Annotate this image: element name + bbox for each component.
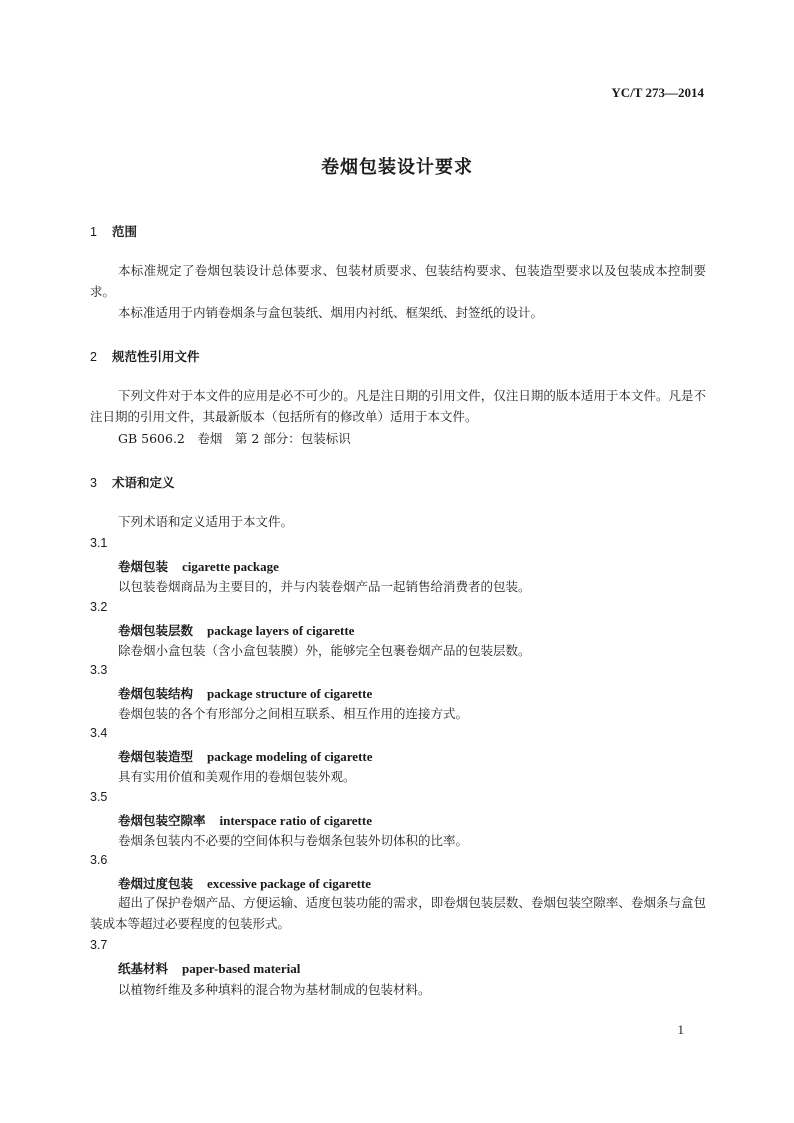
term-chinese: 卷烟包装造型 — [118, 749, 194, 764]
term-english: package layers of cigarette — [207, 623, 355, 638]
standard-code: YC/T 273—2014 — [611, 85, 704, 100]
term-number: 3.7 — [90, 938, 108, 952]
term-heading — [118, 747, 373, 765]
section-2-paragraph-1: 下列文件对于本文件的应用是必不可少的。凡是注日期的引用文件，仅注日期的版本适用于本文件。凡是不注日期的引用文件，其最新版本（包括所有的修改单）适用于本文件。 — [90, 388, 706, 424]
term-definition: 以植物纤维及多种填料的混合物为基材制成的包装材料。 — [118, 982, 431, 997]
term-chinese: 纸基材料 — [118, 961, 169, 976]
section-title: 规范性引用文件 — [112, 349, 200, 364]
term-definition: 超出了保护卷烟产品、方便运输、适度包装功能的需求，即卷烟包装层数、卷烟包装空隙率、卷烟条与盒包装成本等超过必要程度的包装形式。 — [90, 895, 706, 931]
page-number: 1 — [677, 1022, 684, 1037]
section-3-intro: 下列术语和定义适用于本文件。 — [118, 514, 294, 529]
term-english: interspace ratio of cigarette — [219, 813, 372, 828]
term-number: 3.1 — [90, 536, 108, 550]
term-number: 3.4 — [90, 726, 108, 740]
term-chinese: 卷烟包装结构 — [118, 686, 194, 701]
term-heading — [118, 684, 372, 702]
section-1-paragraph-2: 本标准适用于内销卷烟条与盒包装纸、烟用内衬纸、框架纸、封签纸的设计。 — [118, 305, 544, 320]
term-definition: 卷烟包装的各个有形部分之间相互联系、相互作用的连接方式。 — [118, 706, 469, 721]
section-title: 术语和定义 — [112, 475, 175, 490]
section-number: 2 — [90, 350, 97, 364]
section-2-heading — [90, 347, 200, 365]
term-chinese: 卷烟包装空隙率 — [118, 813, 206, 828]
term-definition: 除卷烟小盒包装（含小盒包装膜）外，能够完全包裹卷烟产品的包装层数。 — [118, 643, 531, 658]
term-heading — [118, 557, 279, 575]
term-english: package structure of cigarette — [207, 686, 373, 701]
section-number: 1 — [90, 225, 97, 239]
term-number: 3.6 — [90, 853, 108, 867]
section-3-heading — [90, 473, 175, 491]
term-chinese: 卷烟包装 — [118, 559, 169, 574]
section-1-paragraph-1: 本标准规定了卷烟包装设计总体要求、包装材质要求、包装结构要求、包装造型要求以及包装成本控制要求。 — [90, 263, 706, 299]
term-definition: 卷烟条包装内不必要的空间体积与卷烟条包装外切体积的比率。 — [118, 833, 469, 848]
term-heading — [118, 621, 354, 639]
term-english: package modeling of cigarette — [207, 749, 373, 764]
normative-reference: GB 5606.2 卷烟 第 2 部分：包装标识 — [118, 431, 351, 446]
section-number: 3 — [90, 476, 97, 490]
term-english: cigarette package — [182, 559, 279, 574]
term-heading — [118, 874, 371, 892]
term-chinese: 卷烟过度包装 — [118, 876, 194, 891]
term-heading — [118, 811, 372, 829]
term-definition: 以包装卷烟商品为主要目的，并与内装卷烟产品一起销售给消费者的包装。 — [118, 579, 531, 594]
term-number: 3.5 — [90, 790, 108, 804]
document-title: 卷烟包装设计要求 — [321, 157, 473, 178]
term-number: 3.3 — [90, 663, 108, 677]
section-1-heading — [90, 222, 137, 240]
term-definition: 具有实用价值和美观作用的卷烟包装外观。 — [118, 769, 356, 784]
section-title: 范围 — [112, 224, 138, 239]
term-chinese: 卷烟包装层数 — [118, 623, 194, 638]
term-english: paper-based material — [182, 961, 301, 976]
term-english: excessive package of cigarette — [207, 876, 372, 891]
term-number: 3.2 — [90, 600, 108, 614]
term-heading — [118, 959, 300, 977]
